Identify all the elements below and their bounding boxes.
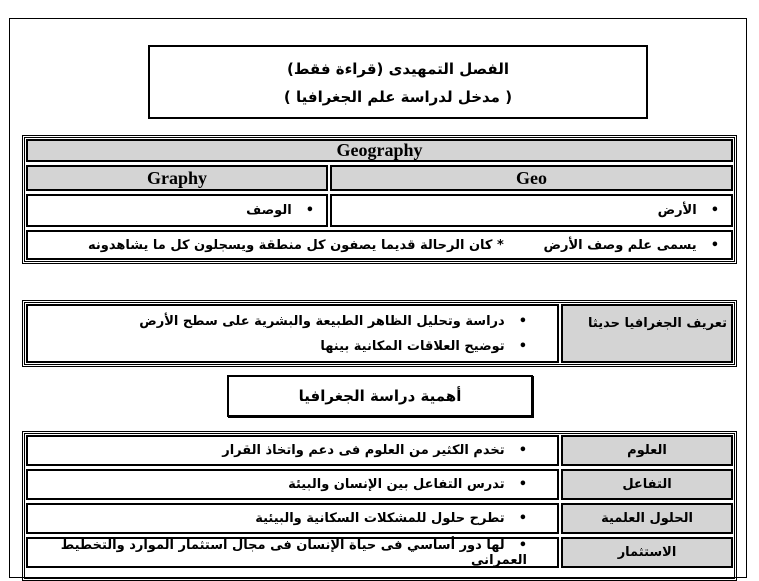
importance-text: • لها دور أساسي فى حياة الإنسان فى مجال استثمار الموارد والتخطيط العمراني — [28, 538, 527, 568]
geo-meaning-text: • الأرض — [657, 203, 697, 218]
geo-header: Geo — [330, 165, 733, 191]
importance-row — [26, 503, 559, 534]
geo-meaning — [330, 194, 733, 227]
named-label: يسمى علم وصف الأرض — [543, 237, 697, 253]
importance-label: العلوم — [561, 435, 733, 466]
graphy-meaning — [26, 194, 328, 227]
importance-row — [26, 469, 559, 500]
definition-points — [26, 304, 559, 363]
chapter-title: الفصل التمهيدى (قراءة فقط) — [286, 60, 509, 78]
geography-header: Geography — [26, 139, 733, 162]
importance-label: الاستثمار — [561, 537, 733, 568]
importance-label: الحلول العلمية — [561, 503, 733, 534]
definition-label: تعريف الجغرافيا حديثا — [561, 304, 733, 363]
named-text — [544, 238, 719, 253]
definition-point: • دراسة وتحليل الظاهر الطبيعة والبشرية على سطح الأرض — [139, 314, 527, 329]
importance-text: • تطرح حلول للمشكلات السكانية والبيئية — [255, 511, 527, 526]
importance-title: أهمية دراسة الجغرافيا — [298, 387, 462, 405]
note-text: * كان الرحالة قديما يصفون كل منطقة ويسجلون كل ما يشاهدونه — [88, 237, 504, 253]
importance-text: • تدرس التفاعل بين الإنسان والبيئة — [288, 477, 527, 492]
importance-row — [26, 537, 559, 568]
importance-text: • تخدم الكثير من العلوم فى دعم واتخاذ القرار — [222, 443, 527, 458]
chapter-title-box — [148, 45, 648, 119]
graphy-meaning-text: • الوصف — [246, 203, 292, 218]
geography-note-row — [26, 230, 733, 260]
importance-row — [26, 435, 559, 466]
importance-label: التفاعل — [561, 469, 733, 500]
importance-title-box — [227, 375, 533, 417]
chapter-subtitle: ( مدخل لدراسة علم الجغرافيا ) — [283, 88, 513, 106]
definition-point: • توضيح العلاقات المكانية بينها — [320, 339, 527, 354]
graphy-header: Graphy — [26, 165, 328, 191]
